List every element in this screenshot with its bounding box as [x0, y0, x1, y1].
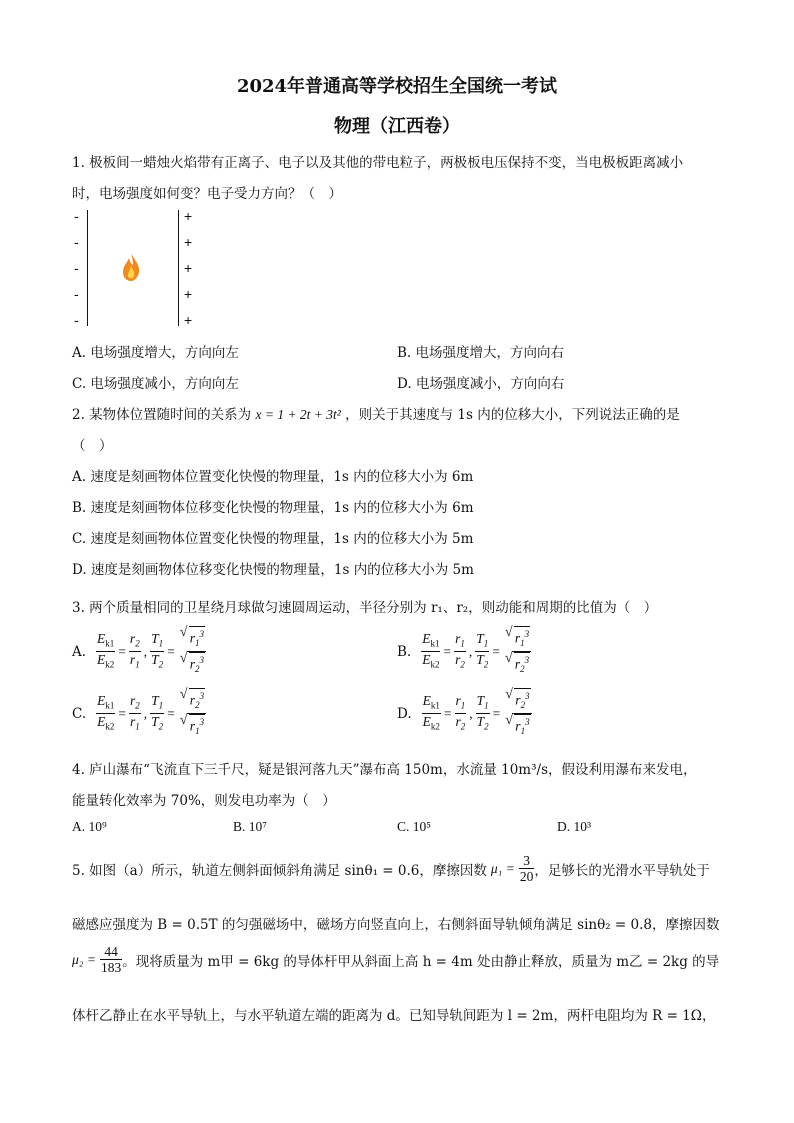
- mu2-denominator: 183: [100, 960, 122, 975]
- radius-ratio: $\frac{r_2}{r_1}$: [130, 692, 140, 732]
- period-ratio: $\frac{T_1}{T_2}$: [151, 630, 164, 670]
- q1-option-c: C. 电场强度减小，方向向左: [72, 376, 239, 392]
- q3-stem: 3. 两个质量相同的卫星绕月球做匀速圆周运动，半径分别为 r₁、r₂，则动能和周期的比值为（ ）: [72, 600, 658, 616]
- q3-option: B. $\frac{E_{k1}}{E_{k2}}$ = $\frac{r_1}{r_2}$ , $\frac{T_1}{T_2}$ = √ $r_1^3$ √ $r_2^3$: [397, 626, 531, 677]
- q4-option-a: A. 10⁹: [72, 819, 107, 834]
- q4-option-c: C. 10⁵: [397, 819, 431, 834]
- plus-sign: +: [184, 208, 193, 224]
- q2-stem-line2: （ ）: [72, 438, 113, 454]
- mu1-symbol: μ₁ =: [490, 860, 515, 876]
- q5-text-b: ，足够长的光滑水平导轨处于: [534, 862, 710, 879]
- q2-stem-post: ，则关于其速度与 1s 内的位移大小，下列说法正确的是: [345, 407, 680, 423]
- exam-subtitle: 物理（江西卷）: [334, 116, 460, 137]
- sqrt-ratio: √ $r_1^3$ √ $r_2^3$: [178, 626, 206, 677]
- option-letter: D.: [397, 705, 412, 722]
- minus-sign: -: [74, 312, 79, 328]
- mu2-fraction: [100, 944, 122, 975]
- q1-figure-capacitor: [70, 208, 210, 328]
- sqrt-ratio: √ $r_1^3$ √ $r_2^3$: [503, 626, 531, 677]
- ek-ratio: $\frac{E_{k1}}{E_{k2}}$: [97, 692, 115, 732]
- ek-ratio: $\frac{E_{k1}}{E_{k2}}$: [97, 630, 115, 670]
- ek-ratio: $\frac{E_{k1}}{E_{k2}}$: [422, 630, 440, 670]
- period-ratio: $\frac{T_1}{T_2}$: [151, 692, 164, 732]
- plus-sign: +: [184, 234, 193, 250]
- q1-option-b: B. 电场强度增大，方向向右: [397, 345, 565, 361]
- option-letter: B.: [397, 643, 412, 660]
- q5-stem-line3: [72, 944, 719, 975]
- q1-stem-line1: 1. 极板间一蜡烛火焰带有正离子、电子以及其他的带电粒子，两极板电压保持不变，当电极板距离减小: [72, 155, 684, 171]
- exam-title: 2024年普通高等学校招生全国统一考试: [236, 76, 558, 97]
- q5-stem-line2: 磁感应强度为 B = 0.5T 的匀强磁场中，磁场方向竖直向上，右侧斜面导轨倾角满足 sinθ₂ = 0.8，摩擦因数: [72, 917, 720, 933]
- radius-ratio: $\frac{r_2}{r_1}$: [129, 630, 140, 670]
- radius-ratio: $\frac{r_1}{r_2}$: [455, 692, 466, 732]
- q2-option-c: C. 速度是刻画物体位置变化快慢的物理量，1s 内的位移大小为 5m: [72, 531, 474, 547]
- q2-formula: x = 1 + 2t + 3t²: [255, 407, 341, 422]
- plus-sign: +: [184, 286, 193, 302]
- q5-text-line3: 。现将质量为 m甲 = 6kg 的导体杆甲从斜面上高 h = 4m 处由静止释放，质量为 m乙 = 2kg 的导: [122, 953, 720, 970]
- option-letter: C.: [72, 705, 87, 722]
- q4-stem-line1: 4. 庐山瀑布“飞流直下三千尺，疑是银河落九天”瀑布高 150m，水流量 10m³/s，假设利用瀑布来发电，: [72, 762, 697, 778]
- q4-option-b: B. 10⁷: [233, 819, 267, 834]
- sqrt-ratio: √ $r_2^3$ √ $r_1^3$: [503, 688, 531, 739]
- q1-stem-line2: 时，电场强度如何变？电子受力方向？（ ）: [72, 186, 342, 202]
- radius-ratio: $\frac{r_1}{r_2}$: [455, 630, 465, 670]
- sqrt-ratio: √ $r_2^3$ √ $r_1^3$: [178, 688, 206, 739]
- plus-sign: +: [184, 260, 193, 276]
- q2-option-d: D. 速度是刻画物体位移变化快慢的物理量，1s 内的位移大小为 5m: [72, 562, 474, 578]
- q5-stem-line1: [72, 853, 710, 884]
- mu1-fraction: [519, 853, 535, 884]
- period-ratio: $\frac{T_1}{T_2}$: [476, 630, 489, 670]
- q5-stem-line4: 体杆乙静止在水平导轨上，与水平轨道左端的距离为 d。已知导轨间距为 l = 2m，两杆电阻均为 R = 1Ω，: [72, 1008, 716, 1024]
- q4-stem-line2: 能量转化效率为 70%，则发电功率为（ ）: [72, 793, 336, 809]
- q1-option-a: A. 电场强度增大，方向向左: [72, 345, 239, 361]
- q2-option-a: A. 速度是刻画物体位置变化快慢的物理量，1s 内的位移大小为 6m: [72, 469, 474, 485]
- q3-option: C. $\frac{E_{k1}}{E_{k2}}$ = $\frac{r_2}{r_1}$ , $\frac{T_1}{T_2}$ = √ $r_2^3$ √ $r_1^3$: [72, 688, 206, 739]
- q3-option: A. $\frac{E_{k1}}{E_{k2}}$ = $\frac{r_2}{r_1}$ , $\frac{T_1}{T_2}$ = √ $r_1^3$ √ $r_2^3$: [72, 626, 206, 677]
- left-plate: [87, 210, 88, 326]
- q2-stem-pre: 2. 某物体位置随时间的关系为: [72, 407, 252, 423]
- minus-sign: -: [74, 234, 79, 250]
- q5-text-a: 5. 如图（a）所示，轨道左侧斜面倾斜角满足 sinθ₁ = 0.6，摩擦因数: [72, 862, 487, 879]
- right-plate: [178, 210, 179, 326]
- mu2-symbol: μ₂ =: [72, 951, 96, 967]
- q2-stem-line1: [72, 403, 680, 423]
- mu1-numerator: 3: [519, 853, 535, 869]
- period-ratio: $\frac{T_1}{T_2}$: [476, 692, 489, 732]
- minus-sign: -: [74, 260, 79, 276]
- q4-option-d: D. 10³: [557, 819, 592, 834]
- minus-sign: -: [74, 208, 79, 224]
- q3-option: D. $\frac{E_{k1}}{E_{k2}}$ = $\frac{r_1}{r_2}$ , $\frac{T_1}{T_2}$ = √ $r_2^3$ √ $r_1^3$: [397, 688, 532, 739]
- q2-option-b: B. 速度是刻画物体位移变化快慢的物理量，1s 内的位移大小为 6m: [72, 500, 474, 516]
- minus-sign: -: [74, 286, 79, 302]
- option-letter: A.: [72, 643, 87, 660]
- q1-option-d: D. 电场强度减小，方向向右: [397, 376, 565, 392]
- mu2-numerator: 44: [100, 944, 122, 960]
- flame-icon: [121, 252, 141, 282]
- plus-sign: +: [184, 312, 193, 328]
- ek-ratio: $\frac{E_{k1}}{E_{k2}}$: [422, 692, 440, 732]
- mu1-denominator: 20: [519, 869, 534, 884]
